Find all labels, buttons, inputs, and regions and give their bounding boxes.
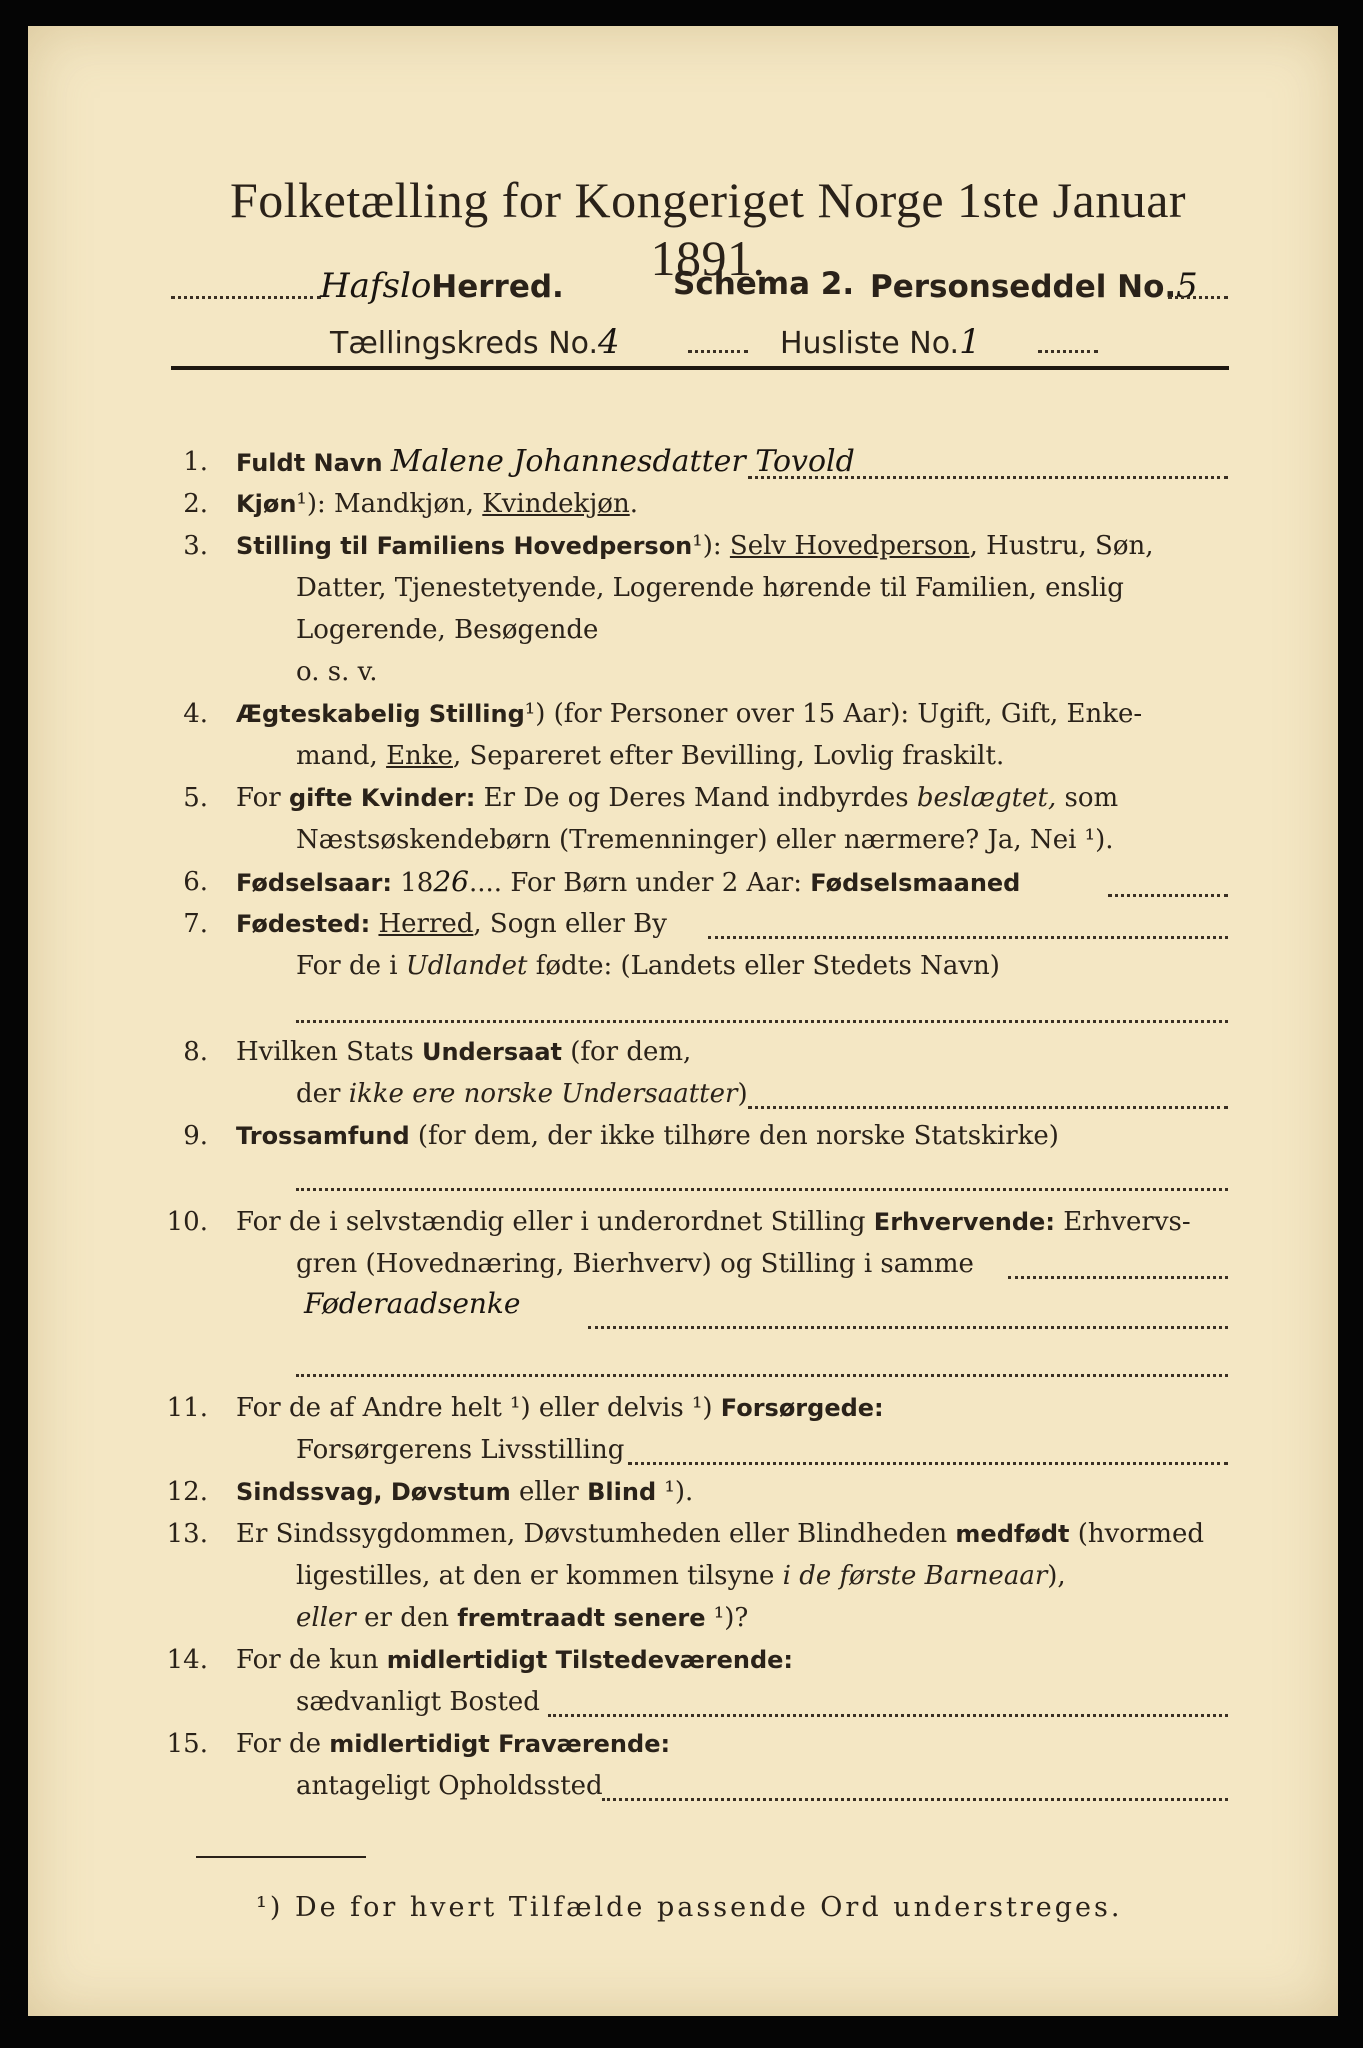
field-text: For de [236, 1729, 330, 1759]
dotted-line [628, 1462, 1228, 1465]
field-text: Erhvervs- [1054, 1207, 1191, 1237]
header-rule [171, 366, 1229, 370]
field-label: midlertidigt Tilstedeværende: [386, 1646, 794, 1674]
field-text: . [629, 489, 638, 519]
field-label: Fødselsmaaned [810, 869, 1021, 897]
field-label: midlertidigt Fraværende: [329, 1730, 671, 1758]
field-label: Ægteskabelig Stilling [236, 700, 525, 728]
dotted-line [602, 1798, 1228, 1801]
row-number: 2. [183, 489, 208, 519]
field-text: For de kun [236, 1645, 387, 1675]
field-label: Blind [587, 1478, 657, 1506]
selected-option: Herred [378, 909, 474, 939]
row-number: 8. [183, 1037, 208, 1067]
row-number: 6. [183, 867, 208, 897]
field-label: Trossamfund [236, 1122, 410, 1150]
dotted-line [171, 296, 321, 299]
field-text: Er De og Deres Mand indbyrdes [475, 783, 917, 813]
field-text: ): [702, 531, 730, 561]
footnote-mark: ¹ [692, 531, 703, 561]
field-text: For de i selvstændig eller i underordnet Stilling [236, 1207, 874, 1237]
field-text: ), [1047, 1561, 1066, 1591]
field-label: Kjøn [236, 490, 297, 518]
dotted-line [748, 1106, 1228, 1109]
field-text: Er Sindssygdommen, Døvstumheden eller Blindheden [236, 1519, 956, 1549]
field-text: ¹)? [705, 1603, 749, 1633]
field-text: som [1056, 783, 1119, 813]
selected-option: Selv Hovedperson [729, 531, 970, 561]
row-number: 4. [183, 699, 208, 729]
field-text: mand, [296, 741, 387, 771]
field-text: ) [737, 1079, 748, 1109]
dotted-line [1168, 296, 1228, 299]
field-text: For de af Andre helt ¹) eller delvis ¹) [236, 1393, 721, 1423]
field-text: ligestilles, at den er kommen tilsyne [296, 1561, 783, 1591]
field-label: Stilling til Familiens Hovedperson [236, 532, 693, 560]
row-number: 9. [183, 1121, 208, 1151]
field-text: Hvilken Stats [236, 1037, 422, 1067]
field-label: Fødested: [236, 910, 371, 938]
field-text: i de første Barneaar [782, 1561, 1048, 1591]
field-label: fremtraadt senere [457, 1604, 706, 1632]
field-text: (hvormed [1069, 1519, 1205, 1549]
row-number: 11. [166, 1393, 208, 1423]
field-text: o. s. v. [296, 657, 378, 687]
row-number: 12. [166, 1477, 208, 1507]
field-text: For [236, 783, 289, 813]
field-text: antageligt Opholdssted [296, 1771, 603, 1801]
field-text: eller [296, 1603, 356, 1633]
row-number: 1. [183, 447, 208, 477]
dotted-line [296, 1374, 1228, 1377]
kreds-field [330, 322, 620, 362]
field-text: ikke ere norske Undersaatter [348, 1079, 738, 1109]
footnote-mark: ¹ [296, 489, 307, 519]
field-label: Sindssvag, Døvstum [236, 1478, 511, 1506]
dotted-line [548, 1714, 1228, 1717]
dotted-line [688, 350, 748, 353]
dotted-line [296, 1188, 1228, 1191]
dotted-line [588, 1326, 1228, 1329]
selected-option: Enke [386, 741, 453, 771]
field-text: , Separeret efter Bevilling, Lovlig fraskilt. [452, 741, 1005, 771]
selected-option: Kvindekjøn [482, 489, 630, 519]
field-text: , Sogn eller By [473, 909, 667, 939]
field-text: (for dem, der ikke tilhøre den norske Statskirke) [409, 1121, 1059, 1151]
field-text: For de i [296, 951, 406, 981]
schema-label: Schema 2. [673, 266, 855, 302]
field-text: Logerende, Besøgende [296, 615, 599, 645]
form-title: Folketælling for Kongeriget Norge 1ste Januar 1891. [229, 172, 1187, 286]
census-form-sheet [28, 26, 1338, 2016]
field-text: Næstsøskendebørn (Tremenninger) eller nærmere? Ja, Nei ¹). [296, 825, 1114, 855]
name-value: Malene Johannesdatter Tovold [390, 444, 855, 479]
field-text: ¹). [656, 1477, 694, 1507]
footnote-mark: ¹ [524, 699, 536, 729]
field-text: sædvanligt Bosted [296, 1687, 540, 1717]
herred-value: Hafslo [320, 266, 432, 306]
dotted-line [748, 476, 1228, 479]
field-label: Forsørgede: [720, 1394, 884, 1422]
row-number: 5. [183, 783, 208, 813]
row-number: 14. [166, 1645, 208, 1675]
kreds-value: 4 [598, 322, 620, 362]
field-label: Fuldt Navn [236, 449, 383, 477]
footnote-rule [196, 1856, 366, 1858]
field-label: Fødselsaar: [236, 869, 392, 897]
field-text: er den [355, 1603, 458, 1633]
field-label: Undersaat [421, 1038, 562, 1066]
field-text: ) (for Personer over 15 Aar): Ugift, Gift, Enke- [535, 699, 1143, 729]
personseddel-label: Personseddel No. [870, 269, 1177, 305]
husliste-value: 1 [959, 322, 981, 362]
row-number: 13. [166, 1519, 208, 1549]
field-label: gifte Kvinder: [288, 784, 476, 812]
field-text: , Hustru, Søn, [969, 531, 1154, 561]
field-text: 18 [392, 868, 434, 898]
field-label: Erhvervende: [873, 1208, 1055, 1236]
field-label: medfødt [955, 1520, 1070, 1548]
field-text: Forsørgerens Livsstilling [296, 1435, 625, 1465]
dotted-line [1108, 894, 1228, 897]
footnote: ¹) De for hvert Tilfælde passende Ord understreges. [256, 1892, 1123, 1923]
field-text: beslægtet, [916, 783, 1057, 813]
kreds-label: Tællingskreds No. [330, 326, 598, 361]
dotted-line [708, 936, 1228, 939]
personseddel-field [870, 266, 1198, 306]
birth-year-value: 26 [433, 865, 469, 898]
row-number: 7. [183, 909, 208, 939]
herred-field [320, 266, 564, 306]
row-number: 10. [166, 1207, 208, 1237]
field-text: Datter, Tjenestetyende, Logerende hørende til Familien, enslig [296, 573, 1124, 603]
dotted-line [1008, 1276, 1228, 1279]
field-text: (for dem, [561, 1037, 692, 1067]
field-text: eller [510, 1477, 588, 1507]
row-number: 15. [166, 1729, 208, 1759]
dotted-line [296, 1020, 1228, 1023]
herred-label: Herred. [431, 269, 564, 305]
dotted-line [1038, 350, 1098, 353]
husliste-field [780, 322, 981, 362]
field-text: .... For Børn under 2 Aar: [469, 868, 811, 898]
husliste-label: Husliste No. [780, 326, 960, 361]
occupation-value: Føderaadsenke [304, 1287, 521, 1320]
personseddel-value: 5 [1176, 266, 1198, 306]
field-text: der [296, 1079, 349, 1109]
row-number: 3. [183, 531, 208, 561]
field-text: gren (Hovednæring, Bierhverv) og Stilling i samme [296, 1249, 974, 1279]
field-text: Udlandet [405, 951, 528, 981]
field-text: fødte: (Landets eller Stedets Navn) [527, 951, 1000, 981]
field-text: ): Mandkjøn, [306, 489, 483, 519]
